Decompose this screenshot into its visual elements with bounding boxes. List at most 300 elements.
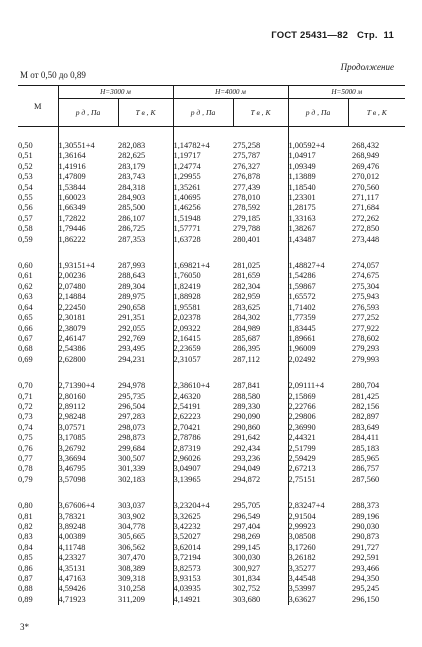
table-row bbox=[18, 584, 405, 594]
column-header-pressure: p д , Па bbox=[173, 99, 233, 127]
table-cell: 304,778 bbox=[118, 522, 146, 531]
table-cell: 0,62 bbox=[18, 281, 33, 291]
column-header-temperature: T в , К bbox=[233, 99, 288, 127]
atmosphere-table bbox=[18, 85, 405, 605]
table-cell: 2,07480 bbox=[58, 282, 118, 292]
table-cell: 0,68 bbox=[18, 344, 33, 354]
table-cell: 3,17085 bbox=[58, 433, 118, 443]
table-cell: 0,77 bbox=[18, 453, 33, 463]
table-cell: 2,51799 bbox=[288, 444, 348, 454]
column-header-pressure: p д , Па bbox=[58, 99, 118, 127]
table-row bbox=[18, 412, 405, 422]
table-row bbox=[18, 151, 405, 161]
table-cell: 268,949 bbox=[352, 151, 380, 161]
table-cell: 3,44548 bbox=[288, 574, 348, 584]
table-cell: 273,448 bbox=[352, 234, 380, 244]
table-cell: 285,183 bbox=[352, 443, 380, 453]
table-cell: 4,03935 bbox=[173, 584, 233, 594]
table-cell: 290,860 bbox=[233, 422, 261, 432]
table-cell: 0,80 bbox=[18, 501, 33, 511]
table-cell: 296,549 bbox=[233, 511, 261, 521]
table-cell: 3,26792 bbox=[58, 444, 118, 454]
table-cell: 2,96026 bbox=[173, 454, 233, 464]
table-cell: 2,54386 bbox=[58, 344, 118, 354]
table-cell: 0,66 bbox=[18, 323, 33, 333]
table-cell: 4,11748 bbox=[58, 543, 118, 553]
table-cell: 293,495 bbox=[118, 344, 146, 354]
block-spacer bbox=[18, 365, 405, 381]
column-header-pressure: p д , Па bbox=[288, 99, 348, 127]
table-cell: 278,602 bbox=[352, 333, 380, 343]
table-row bbox=[18, 433, 405, 443]
table-cell: 274,675 bbox=[352, 271, 380, 281]
table-cell: 1,93151+4 bbox=[58, 261, 118, 271]
table-cell: 292,055 bbox=[118, 323, 146, 333]
table-cell: 0,87 bbox=[18, 574, 33, 584]
table-cell: 292,434 bbox=[233, 443, 261, 453]
table-cell: 282,897 bbox=[352, 412, 380, 422]
table-cell: 0,60 bbox=[18, 261, 33, 271]
table-cell: 0,63 bbox=[18, 292, 33, 302]
table-cell: 0,81 bbox=[18, 511, 33, 521]
column-header-altitude-2: H=4000 м bbox=[173, 86, 288, 99]
table-cell: 2,02378 bbox=[173, 313, 233, 323]
table-cell: 0,65 bbox=[18, 313, 33, 323]
table-row bbox=[18, 464, 405, 474]
table-cell: 1,48827+4 bbox=[288, 261, 348, 271]
table-cell: 1,66349 bbox=[58, 203, 118, 213]
table-row bbox=[18, 292, 405, 302]
table-cell: 0,56 bbox=[18, 203, 33, 213]
table-cell: 288,643 bbox=[118, 271, 146, 281]
block-spacer bbox=[18, 127, 405, 142]
table-cell: 289,975 bbox=[118, 292, 146, 302]
table-cell: 2,14884 bbox=[58, 292, 118, 302]
table-cell: 272,262 bbox=[352, 213, 380, 223]
table-cell: 1,89661 bbox=[288, 334, 348, 344]
table-cell: 287,112 bbox=[233, 354, 260, 364]
table-row bbox=[18, 595, 405, 605]
table-cell: 287,560 bbox=[352, 474, 380, 484]
table-cell: 4,14921 bbox=[173, 595, 233, 605]
table-cell: 275,304 bbox=[352, 281, 380, 291]
table-row bbox=[18, 313, 405, 323]
table-cell: 2,00236 bbox=[58, 271, 118, 281]
table-cell: 3,78321 bbox=[58, 512, 118, 522]
table-cell: 1,00592+4 bbox=[288, 141, 348, 151]
table-cell: 2,46147 bbox=[58, 334, 118, 344]
table-cell: 3,26182 bbox=[288, 553, 348, 563]
table-cell: 0,53 bbox=[18, 172, 33, 182]
table-cell: 291,727 bbox=[352, 542, 380, 552]
table-cell: 3,23204+4 bbox=[173, 501, 233, 511]
table-cell: 277,252 bbox=[352, 313, 380, 323]
table-cell: 281,025 bbox=[233, 261, 261, 271]
table-cell: 1,47809 bbox=[58, 172, 118, 182]
table-cell: 294,872 bbox=[233, 474, 261, 484]
table-row bbox=[18, 543, 405, 553]
table-cell: 1,23301 bbox=[288, 193, 348, 203]
table-cell: 282,156 bbox=[352, 401, 380, 411]
table-row bbox=[18, 193, 405, 203]
table-cell: 295,245 bbox=[352, 584, 380, 594]
table-cell: 1,77359 bbox=[288, 313, 348, 323]
table-cell: 1,65572 bbox=[288, 292, 348, 302]
table-subtitle: М от 0,50 до 0,89 bbox=[20, 70, 86, 80]
table-cell: 299,684 bbox=[118, 443, 146, 453]
table-cell: 2,29806 bbox=[288, 412, 348, 422]
table-cell: 0,69 bbox=[18, 354, 33, 364]
block-spacer bbox=[18, 485, 405, 501]
table-cell: 279,788 bbox=[233, 224, 261, 234]
table-cell: 3,32625 bbox=[173, 512, 233, 522]
table-cell: 284,302 bbox=[233, 313, 261, 323]
table-row bbox=[18, 475, 405, 485]
table-cell: 286,725 bbox=[118, 224, 146, 234]
table-cell: 283,649 bbox=[352, 422, 380, 432]
table-cell: 290,030 bbox=[352, 522, 380, 531]
table-row bbox=[18, 324, 405, 334]
table-cell: 277,922 bbox=[352, 323, 380, 333]
table-row bbox=[18, 423, 405, 433]
table-cell: 2,15869 bbox=[288, 392, 348, 402]
table-row bbox=[18, 532, 405, 542]
table-row bbox=[18, 224, 405, 234]
table-cell: 1,41916 bbox=[58, 162, 118, 172]
column-header-m: М bbox=[18, 86, 58, 127]
table-cell: 0,71 bbox=[18, 391, 33, 401]
table-cell: 2,99923 bbox=[288, 522, 348, 532]
table-cell: 295,705 bbox=[233, 501, 261, 511]
table-cell: 4,23327 bbox=[58, 553, 118, 563]
table-row bbox=[18, 402, 405, 412]
table-row bbox=[18, 303, 405, 313]
table-cell: 3,63627 bbox=[288, 595, 348, 605]
table-cell: 3,53997 bbox=[288, 584, 348, 594]
table-cell: 1,95581 bbox=[173, 303, 233, 313]
table-cell: 307,470 bbox=[118, 553, 146, 563]
table-cell: 305,665 bbox=[118, 532, 146, 542]
table-cell: 2,44321 bbox=[288, 433, 348, 443]
table-cell: 277,439 bbox=[233, 182, 261, 192]
table-cell: 3,82573 bbox=[173, 564, 233, 574]
table-cell: 296,150 bbox=[352, 594, 380, 604]
table-cell: 1,54286 bbox=[288, 271, 348, 281]
table-cell: 2,54191 bbox=[173, 402, 233, 412]
page-label: Стр. bbox=[356, 30, 378, 41]
table-cell: 0,54 bbox=[18, 182, 33, 192]
table-cell: 288,580 bbox=[233, 391, 261, 401]
table-cell: 4,47163 bbox=[58, 574, 118, 584]
table-cell: 2,80160 bbox=[58, 392, 118, 402]
table-cell: 3,52027 bbox=[173, 532, 233, 542]
table-cell: 3,07571 bbox=[58, 423, 118, 433]
table-row bbox=[18, 381, 405, 391]
table-cell: 3,46795 bbox=[58, 464, 118, 474]
table-cell: 286,395 bbox=[233, 344, 261, 354]
table-cell: 308,389 bbox=[118, 563, 146, 573]
table-cell: 282,625 bbox=[118, 151, 146, 161]
table-cell: 1,28175 bbox=[288, 203, 348, 213]
table-cell: 283,625 bbox=[233, 302, 261, 312]
table-row bbox=[18, 141, 405, 151]
table-cell: 275,943 bbox=[352, 292, 380, 302]
table-cell: 3,89248 bbox=[58, 522, 118, 532]
table-cell: 289,196 bbox=[352, 511, 380, 521]
table-cell: 285,500 bbox=[118, 203, 146, 213]
table-cell: 0,70 bbox=[18, 381, 33, 391]
table-cell: 0,67 bbox=[18, 333, 33, 343]
table-cell: 303,680 bbox=[233, 594, 261, 604]
table-cell: 1,96009 bbox=[288, 344, 348, 354]
table-cell: 269,476 bbox=[352, 161, 380, 171]
table-cell: 1,09349 bbox=[288, 162, 348, 172]
table-cell: 283,179 bbox=[118, 161, 146, 171]
table-cell: 293,236 bbox=[233, 453, 261, 463]
table-cell: 2,38610+4 bbox=[173, 381, 233, 391]
table-cell: 1,76050 bbox=[173, 271, 233, 281]
table-cell: 3,93153 bbox=[173, 574, 233, 584]
table-row bbox=[18, 522, 405, 532]
table-cell: 270,012 bbox=[352, 172, 380, 182]
table-cell: 2,09322 bbox=[173, 324, 233, 334]
table-cell: 1,24774 bbox=[173, 162, 233, 172]
table-cell: 280,704 bbox=[352, 381, 380, 391]
table-cell: 272,850 bbox=[352, 224, 380, 234]
table-cell: 1,51948 bbox=[173, 214, 233, 224]
table-cell: 295,735 bbox=[118, 391, 146, 401]
table-cell: 1,72822 bbox=[58, 214, 118, 224]
table-cell: 1,69821+4 bbox=[173, 261, 233, 271]
table-cell: 289,304 bbox=[118, 281, 146, 291]
table-cell: 2,75151 bbox=[288, 475, 348, 485]
table-cell: 1,86222 bbox=[58, 235, 118, 245]
table-cell: 2,62223 bbox=[173, 412, 233, 422]
table-cell: 306,562 bbox=[118, 542, 146, 552]
table-row bbox=[18, 344, 405, 354]
table-body bbox=[18, 127, 405, 606]
table-cell: 279,293 bbox=[352, 344, 380, 354]
table-cell: 1,35261 bbox=[173, 183, 233, 193]
table-cell: 1,04917 bbox=[288, 151, 348, 161]
table-cell: 0,61 bbox=[18, 271, 33, 281]
table-cell: 2,67213 bbox=[288, 464, 348, 474]
table-cell: 285,965 bbox=[352, 453, 380, 463]
table-cell: 3,67606+4 bbox=[58, 501, 118, 511]
table-cell: 1,18540 bbox=[288, 183, 348, 193]
table-cell: 290,873 bbox=[352, 532, 380, 542]
table-cell: 268,432 bbox=[352, 141, 380, 150]
table-cell: 1,19717 bbox=[173, 151, 233, 161]
table-cell: 3,62014 bbox=[173, 543, 233, 553]
table-cell: 274,057 bbox=[352, 261, 380, 271]
table-cell: 3,13965 bbox=[173, 475, 233, 485]
table-cell: 2,46320 bbox=[173, 392, 233, 402]
table-cell: 292,769 bbox=[118, 333, 146, 343]
table-cell: 2,62800 bbox=[58, 355, 118, 365]
table-row bbox=[18, 282, 405, 292]
table-cell: 294,350 bbox=[352, 574, 380, 584]
table-cell: 1,63728 bbox=[173, 235, 233, 245]
table-cell: 3,04907 bbox=[173, 464, 233, 474]
table-row bbox=[18, 261, 405, 271]
table-row bbox=[18, 183, 405, 193]
table-cell: 299,145 bbox=[233, 542, 261, 552]
table-cell: 297,404 bbox=[233, 522, 261, 531]
table-cell: 2,22450 bbox=[58, 303, 118, 313]
table-cell: 302,183 bbox=[118, 474, 146, 484]
table-cell: 291,642 bbox=[233, 433, 261, 443]
table-cell: 270,560 bbox=[352, 182, 380, 192]
table-row bbox=[18, 501, 405, 511]
table-row bbox=[18, 172, 405, 182]
table-cell: 4,35131 bbox=[58, 564, 118, 574]
table-cell: 0,83 bbox=[18, 532, 33, 542]
table-cell: 0,73 bbox=[18, 412, 33, 422]
table-cell: 281,659 bbox=[233, 271, 261, 281]
table-cell: 279,185 bbox=[233, 213, 261, 223]
table-cell: 276,327 bbox=[233, 161, 261, 171]
page-footer-mark: 3* bbox=[20, 622, 29, 632]
table-cell: 1,53844 bbox=[58, 183, 118, 193]
table-cell: 281,425 bbox=[352, 391, 380, 401]
table-cell: 3,35277 bbox=[288, 564, 348, 574]
table-cell: 2,36990 bbox=[288, 423, 348, 433]
table-cell: 1,30551+4 bbox=[58, 141, 118, 151]
table-cell: 0,79 bbox=[18, 474, 33, 484]
table-cell: 2,31057 bbox=[173, 355, 233, 365]
table-cell: 2,87319 bbox=[173, 444, 233, 454]
table-cell: 278,592 bbox=[233, 203, 261, 213]
table-cell: 3,72194 bbox=[173, 553, 233, 563]
table-row bbox=[18, 355, 405, 365]
table-cell: 0,85 bbox=[18, 553, 33, 563]
table-cell: 3,17260 bbox=[288, 543, 348, 553]
table-cell: 2,91504 bbox=[288, 512, 348, 522]
table-cell: 0,64 bbox=[18, 302, 33, 312]
table-cell: 2,09111+4 bbox=[288, 381, 348, 391]
table-cell: 284,318 bbox=[118, 182, 146, 192]
page-number: 11 bbox=[383, 30, 394, 41]
column-header-temperature: T в , К bbox=[348, 99, 405, 127]
table-cell: 4,00389 bbox=[58, 532, 118, 542]
table-row bbox=[18, 214, 405, 224]
table-cell: 1,57771 bbox=[173, 224, 233, 234]
table-cell: 310,258 bbox=[118, 584, 146, 594]
table-cell: 290,658 bbox=[118, 302, 146, 312]
table-cell: 296,504 bbox=[118, 401, 146, 411]
table-cell: 291,351 bbox=[118, 313, 146, 323]
table-row bbox=[18, 553, 405, 563]
table-cell: 282,959 bbox=[233, 292, 261, 302]
table-cell: 1,14782+4 bbox=[173, 141, 233, 151]
table-cell: 1,29955 bbox=[173, 172, 233, 182]
table-cell: 290,090 bbox=[233, 412, 261, 422]
table-cell: 294,049 bbox=[233, 464, 261, 474]
table-row bbox=[18, 392, 405, 402]
table-cell: 0,57 bbox=[18, 213, 33, 223]
table-cell: 3,42232 bbox=[173, 522, 233, 532]
table-row bbox=[18, 162, 405, 172]
table-cell: 0,88 bbox=[18, 584, 33, 594]
table-cell: 294,978 bbox=[118, 381, 146, 391]
table-cell: 279,993 bbox=[352, 354, 380, 364]
table-cell: 287,993 bbox=[118, 261, 146, 271]
table-cell: 298,873 bbox=[118, 433, 146, 443]
table-cell: 1,33163 bbox=[288, 214, 348, 224]
table-cell: 4,71923 bbox=[58, 595, 118, 605]
table-cell: 0,58 bbox=[18, 224, 33, 234]
block-spacer bbox=[18, 245, 405, 261]
table-cell: 287,841 bbox=[233, 381, 261, 391]
table-cell: 2,98248 bbox=[58, 412, 118, 422]
table-cell: 1,40695 bbox=[173, 193, 233, 203]
table-cell: 280,401 bbox=[233, 234, 261, 244]
table-cell: 1,38267 bbox=[288, 224, 348, 234]
table-cell: 303,902 bbox=[118, 511, 146, 521]
table-cell: 285,687 bbox=[233, 333, 261, 343]
table-cell: 1,83445 bbox=[288, 324, 348, 334]
table-cell: 3,08508 bbox=[288, 532, 348, 542]
table-cell: 0,76 bbox=[18, 443, 33, 453]
table-cell: 0,51 bbox=[18, 151, 33, 161]
continuation-label: Продолжение bbox=[340, 62, 394, 72]
table-cell: 276,878 bbox=[233, 172, 261, 182]
table-row bbox=[18, 203, 405, 213]
table-row bbox=[18, 512, 405, 522]
table-cell: 0,55 bbox=[18, 193, 33, 203]
table-cell: 283,743 bbox=[118, 172, 146, 182]
table-cell: 282,304 bbox=[233, 281, 261, 291]
table-cell: 276,593 bbox=[352, 302, 380, 312]
table-cell: 1,71402 bbox=[288, 303, 348, 313]
table-cell: 0,74 bbox=[18, 422, 33, 432]
standard-number: ГОСТ 25431—82 bbox=[271, 30, 349, 41]
table-cell: 0,50 bbox=[18, 141, 33, 150]
column-header-altitude-1: H=3000 м bbox=[58, 86, 173, 99]
table-cell: 2,38079 bbox=[58, 324, 118, 334]
table-row bbox=[18, 454, 405, 464]
table-cell: 1,46256 bbox=[173, 203, 233, 213]
table-cell: 2,83247+4 bbox=[288, 501, 348, 511]
table-cell: 0,59 bbox=[18, 234, 33, 244]
table-cell: 1,82419 bbox=[173, 282, 233, 292]
table-cell: 300,927 bbox=[233, 563, 261, 573]
table-cell: 275,258 bbox=[233, 141, 261, 150]
page-header bbox=[271, 30, 394, 41]
table-row bbox=[18, 235, 405, 245]
table-cell: 2,16415 bbox=[173, 334, 233, 344]
table-cell: 288,373 bbox=[352, 501, 380, 511]
table-cell: 275,787 bbox=[233, 151, 261, 161]
table-cell: 298,269 bbox=[233, 532, 261, 542]
table-cell: 1,60023 bbox=[58, 193, 118, 203]
table-cell: 271,684 bbox=[352, 203, 380, 213]
table-cell: 3,36694 bbox=[58, 454, 118, 464]
table-cell: 2,78786 bbox=[173, 433, 233, 443]
table-cell: 0,86 bbox=[18, 563, 33, 573]
table-cell: 311,209 bbox=[118, 594, 145, 604]
table-cell: 302,752 bbox=[233, 584, 261, 594]
column-header-temperature: T в , К bbox=[118, 99, 173, 127]
table-cell: 284,989 bbox=[233, 323, 261, 333]
table-row bbox=[18, 564, 405, 574]
table-cell: 286,757 bbox=[352, 464, 380, 474]
table-cell: 294,231 bbox=[118, 354, 146, 364]
table-row bbox=[18, 334, 405, 344]
table-cell: 0,82 bbox=[18, 522, 33, 531]
table-cell: 271,117 bbox=[352, 193, 379, 203]
